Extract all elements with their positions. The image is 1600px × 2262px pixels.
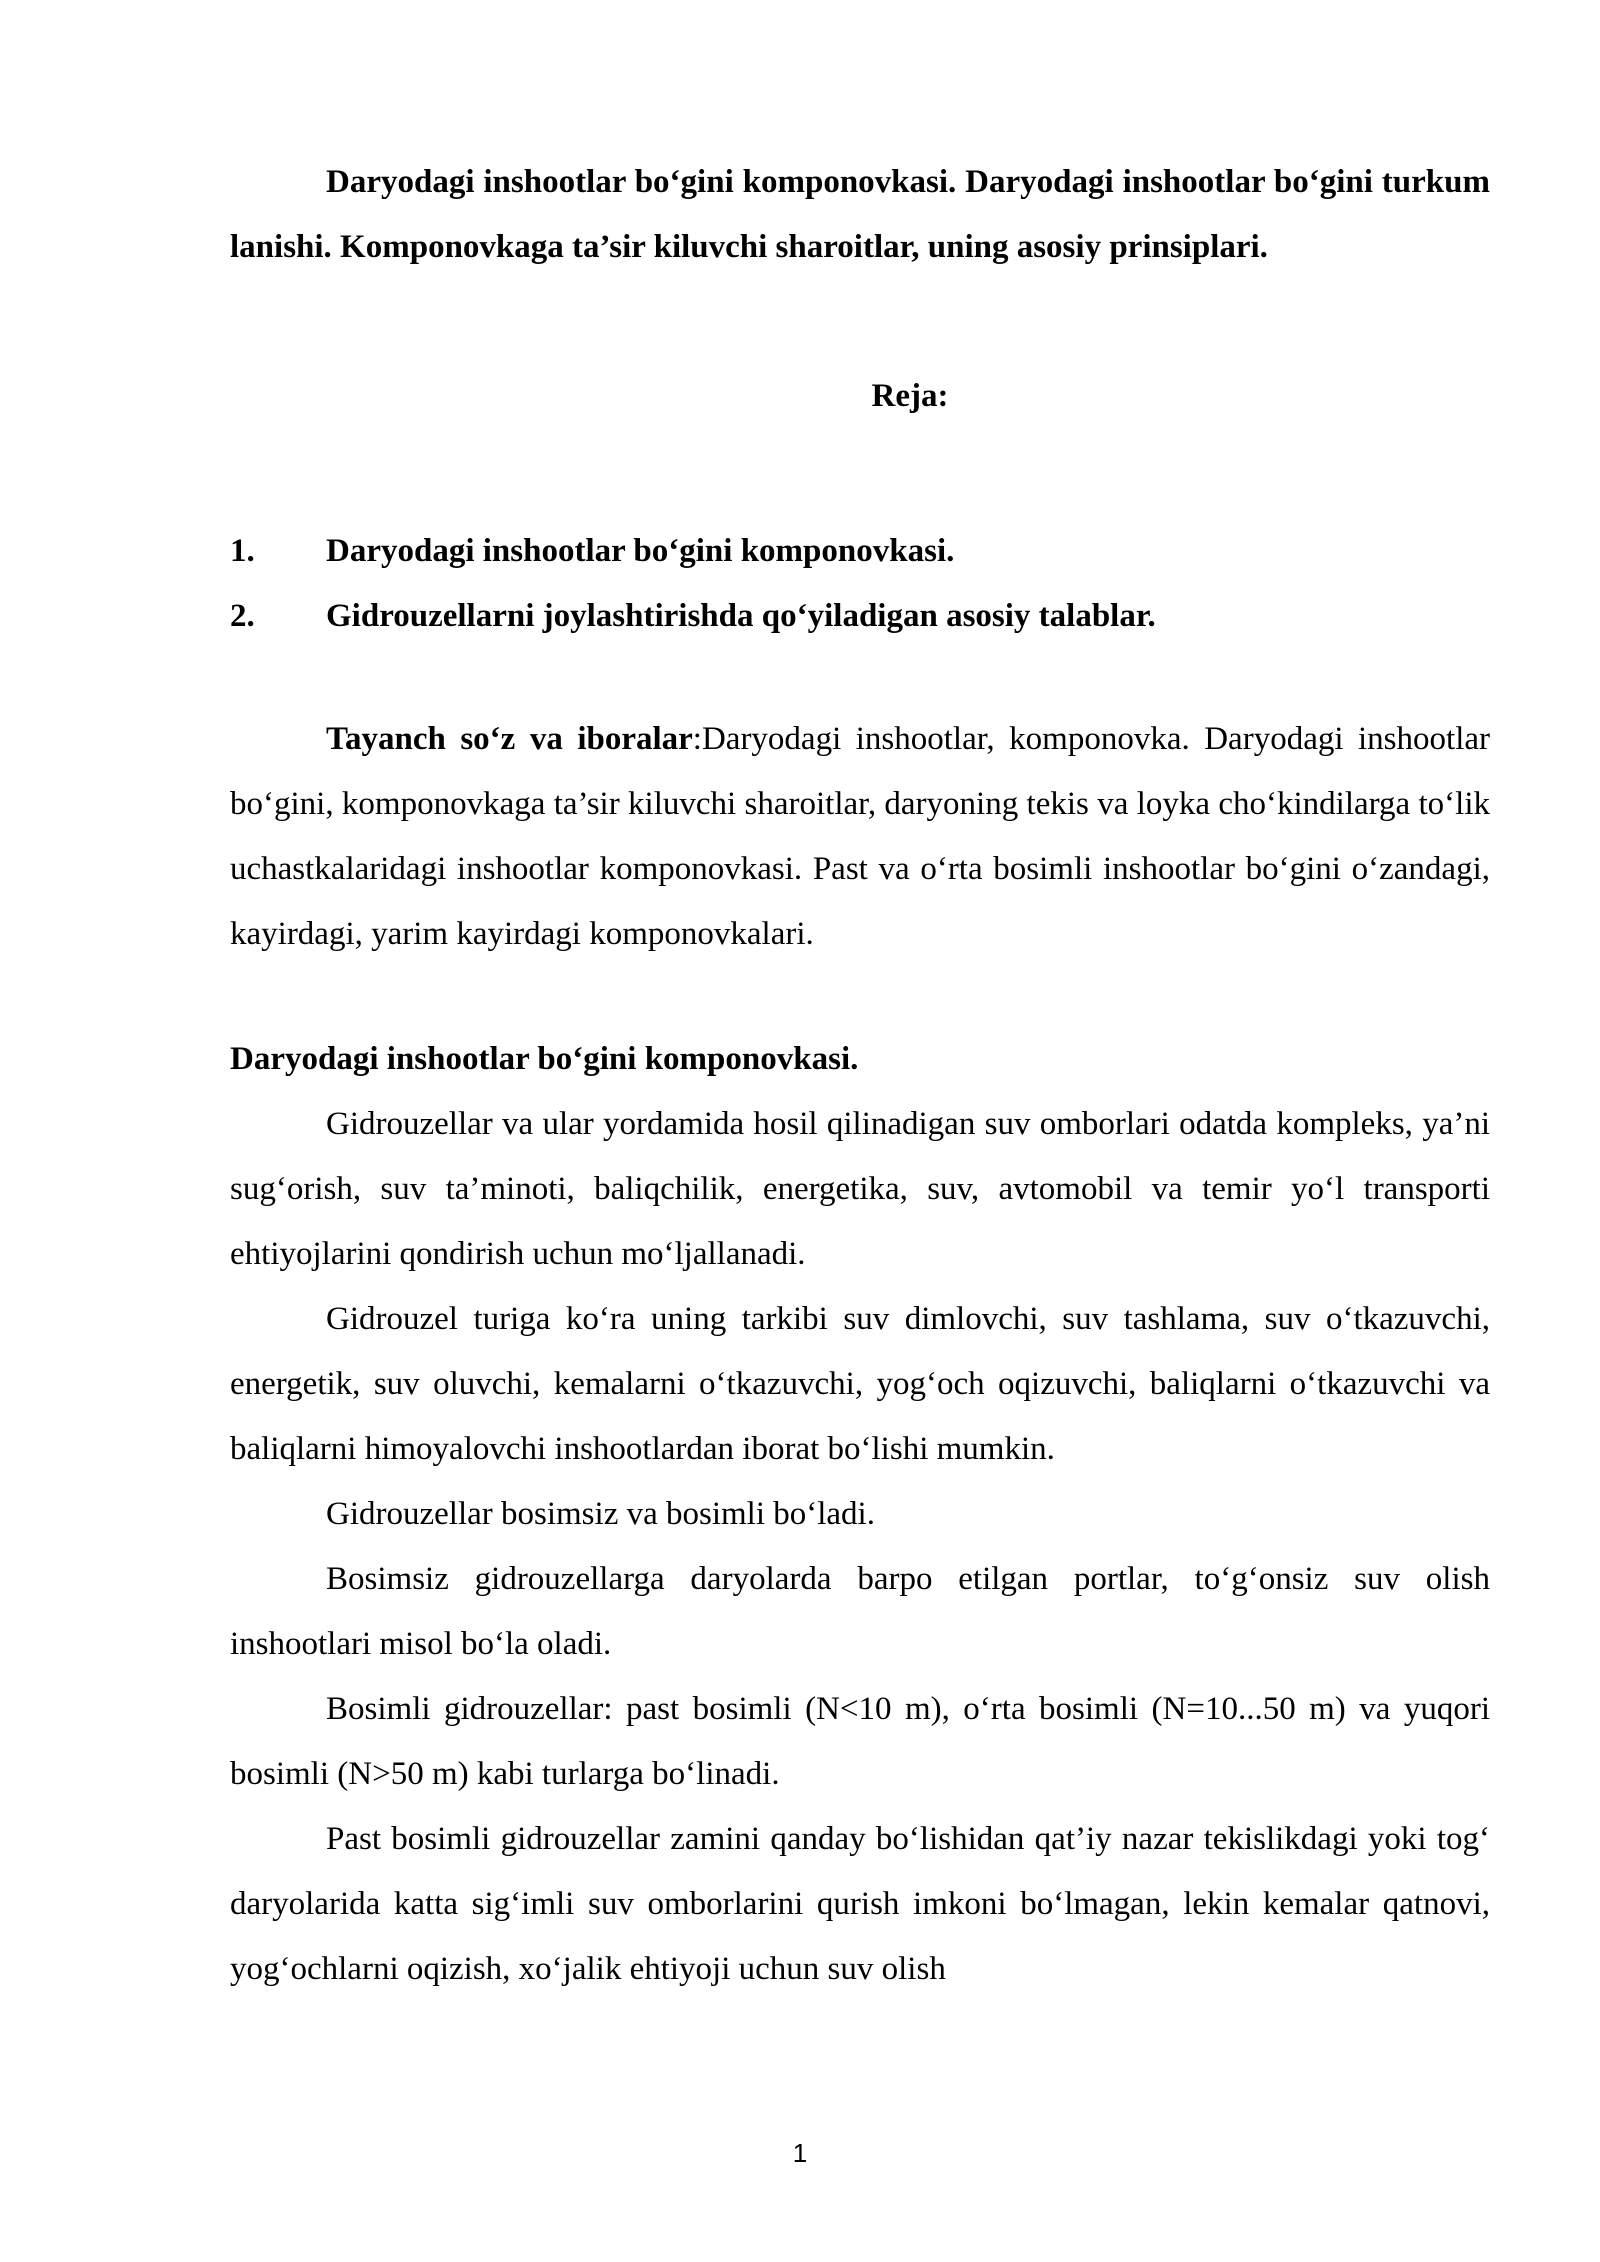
body-paragraph: Gidrouzellar va ular yordamida hosil qilinadigan suv omborlari odatda kompleks, ya’ni sug‘orish, suv ta’minoti, baliqchilik, energetika, suv, avtomobil va temir yo‘l transporti ehtiyojlarini qondirish uchun mo‘ljallanadi. [230,1106,1490,1272]
plan-item [230,519,1490,584]
page-number: 1 [792,2138,808,2168]
keywords-text: :Daryodagi inshootlar, komponovka. Daryodagi inshootlar bo‘gini, komponovkaga ta’sir kiluvchi sharoitlar, daryoning tekis va loyka cho‘kindilarga to‘lik uchastkalaridagi inshootlar komponovkasi. Past va o‘rta bosimli inshootlar bo‘gini o‘zandagi, kayirdagi, yarim kayirdagi komponovkalari. [230,721,1490,952]
body-paragraph: Past bosimli gidrouzellar zamini qanday bo‘lishidan qat’iy nazar tekislikdagi yoki tog‘ daryolarida katta sig‘imli suv omborlarini qurish imkoni bo‘lmagan, lekin kemalar qatnovi, yog‘ochlarni oqizish, xo‘jalik ehtiyoji uchun suv olish [230,1821,1490,1987]
plan-heading: Reja: [871,378,949,414]
plan-item-text: Gidrouzellarni joylashtirishda qo‘yiladigan asosiy talablar. [326,598,1156,634]
keywords-paragraph [230,707,1490,967]
plan-item [230,584,1490,649]
plan-item-number: 1. [230,533,255,569]
plan-list [230,519,1490,649]
plan-item-number: 2. [230,598,255,634]
body-paragraph: Bosimsiz gidrouzellarga daryolarda barpo etilgan portlar, to‘g‘onsiz suv olish inshootlari misol bo‘la oladi. [230,1561,1490,1662]
document-title: Daryodagi inshootlar bo‘gini komponovkasi. Daryodagi inshootlar bo‘gini turkum lanishi. Komponovkaga ta’sir kiluvchi sharoitlar, uning asosiy prinsiplari. [230,164,1490,265]
keywords-label: Tayanch so‘z va iboralar [326,721,693,757]
section-title: Daryodagi inshootlar bo‘gini komponovkasi. [230,1041,859,1077]
body-paragraph: Gidrouzel turiga ko‘ra uning tarkibi suv dimlovchi, suv tashlama, suv o‘tkazuvchi, energetik, suv oluvchi, kemalarni o‘tkazuvchi, yog‘och oqizuvchi, baliqlarni o‘tkazuvchi va baliqlarni himoyalovchi inshootlardan iborat bo‘lishi mumkin. [230,1301,1490,1467]
body-paragraph: Bosimli gidrouzellar: past bosimli (N<10 m), o‘rta bosimli (N=10...50 m) va yuqori bosimli (N>50 m) kabi turlarga bo‘linadi. [230,1691,1490,1792]
body-paragraph: Gidrouzellar bosimsiz va bosimli bo‘ladi. [326,1496,875,1532]
plan-item-text: Daryodagi inshootlar bo‘gini komponovkasi. [326,533,955,569]
page-content [230,150,1490,2002]
